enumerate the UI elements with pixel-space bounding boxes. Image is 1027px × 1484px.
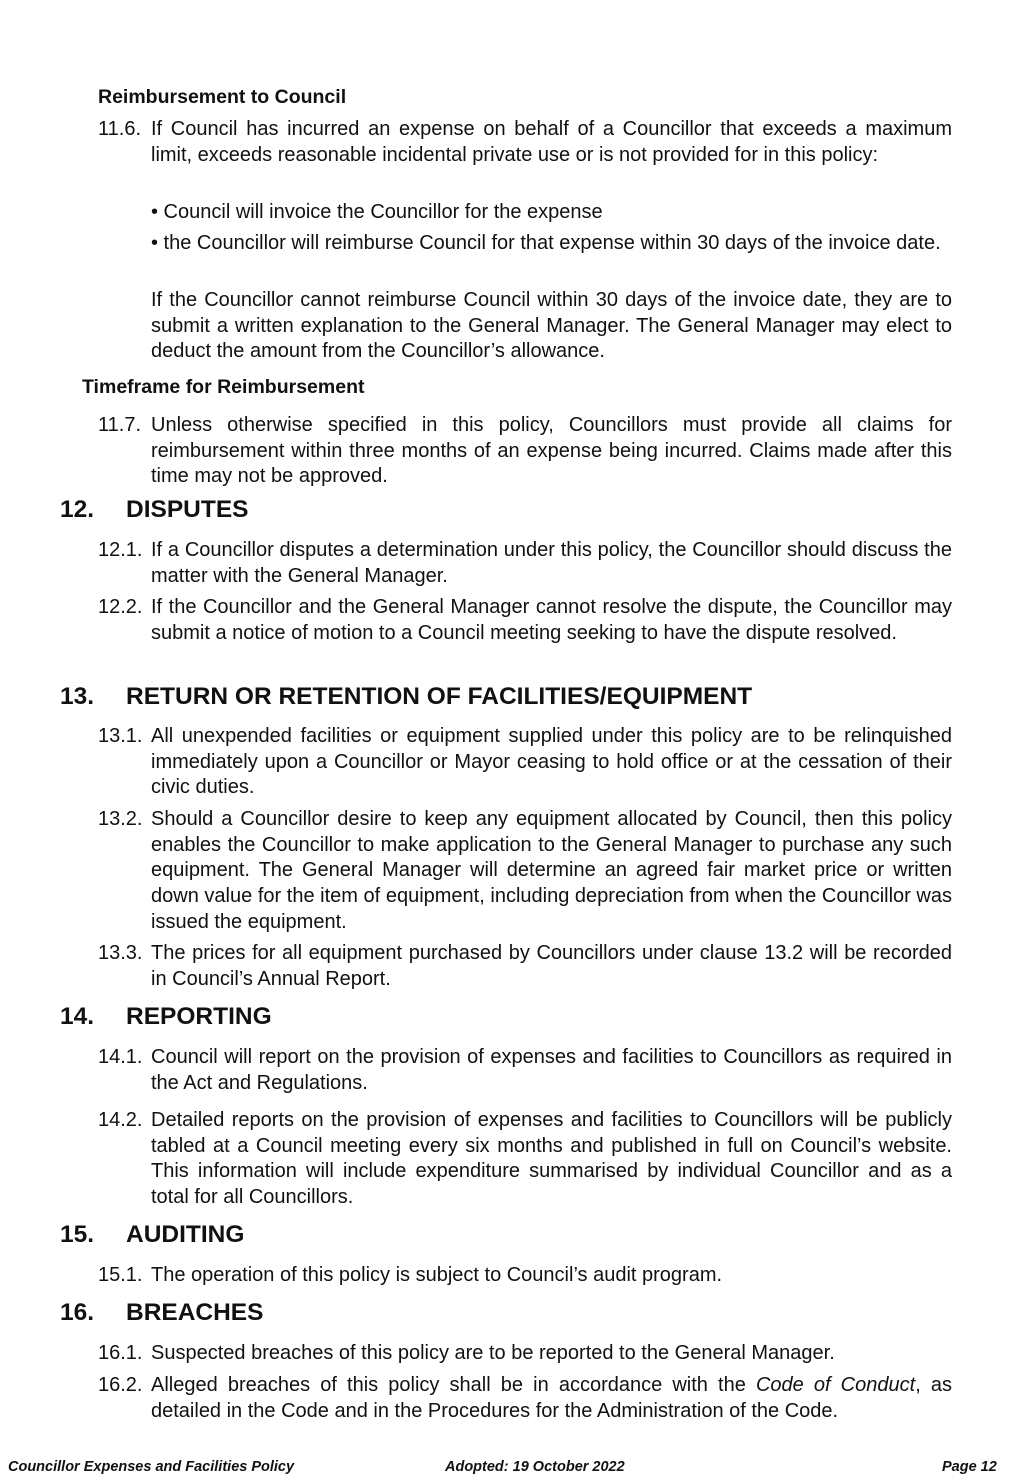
- clause-number: 14.2.: [98, 1109, 143, 1131]
- clause-11-6: [98, 117, 952, 168]
- clause-number: 16.1.: [98, 1342, 143, 1364]
- section-number: 15.: [60, 1221, 95, 1248]
- clause-text-part: Alleged breaches of this policy shall be in accordance with the: [151, 1374, 756, 1396]
- clause-number: 11.7.: [98, 414, 141, 436]
- section-number: 12.: [60, 496, 95, 523]
- section-heading-return-retention: [60, 683, 752, 711]
- clause-text-part: , as detailed in the Code and in the Procedures for the Administration of the Code.: [151, 1374, 952, 1422]
- clause-text: All unexpended facilities or equipment supplied under this policy are to be relinquished immediately upon a Councillor or Mayor ceasing to hold office or at the cessation of their civic duties.: [151, 725, 952, 799]
- section-number: 14.: [60, 1003, 95, 1030]
- clause-16-2: [98, 1373, 952, 1424]
- clause-15-1: [98, 1263, 952, 1289]
- bullet-reimburse: • the Councillor will reimburse Council for that expense within 30 days of the invoice date.: [151, 232, 941, 254]
- clause-13-3: [98, 941, 952, 992]
- section-number: 16.: [60, 1299, 95, 1326]
- clause-number: 13.1.: [98, 725, 143, 747]
- bullet-invoice: • Council will invoice the Councillor for the expense: [151, 201, 603, 223]
- clause-text: Suspected breaches of this policy are to be reported to the General Manager.: [151, 1342, 835, 1364]
- subheading-reimbursement-to-council: Reimbursement to Council: [98, 86, 347, 108]
- clause-text: The prices for all equipment purchased by Councillors under clause 13.2 will be recorded in Council’s Annual Report.: [151, 942, 952, 990]
- subheading-timeframe: Timeframe for Reimbursement: [82, 376, 365, 398]
- clause-13-2: [98, 807, 952, 936]
- clause-text: The operation of this policy is subject to Council’s audit program.: [151, 1264, 723, 1286]
- clause-text: If Council has incurred an expense on behalf of a Councillor that exceeds a maximum limit, exceeds reasonable incidental private use or is not provided for in this policy:: [151, 118, 952, 166]
- section-heading-disputes: [60, 496, 249, 524]
- section-number: 13.: [60, 683, 95, 710]
- clause-16-1: [98, 1341, 952, 1367]
- clause-text: If the Councillor and the General Manager cannot resolve the dispute, the Councillor may submit a notice of motion to a Council meeting seeking to have the dispute resolved.: [151, 596, 952, 644]
- clause-text: If a Councillor disputes a determination under this policy, the Councillor should discuss the matter with the General Manager.: [151, 539, 952, 587]
- section-heading-breaches: [60, 1299, 264, 1327]
- clause-14-1: [98, 1045, 952, 1096]
- clause-14-2: [98, 1108, 952, 1211]
- section-heading-reporting: [60, 1003, 272, 1031]
- clause-text: Unless otherwise specified in this policy, Councillors must provide all claims for reimbursement within three months of an expense being incurred. Claims made after this time may not be approved.: [151, 414, 952, 488]
- footer-page-number: Page 12: [942, 1459, 997, 1475]
- clause-text: [151, 1373, 952, 1424]
- code-of-conduct-reference: Code of Conduct: [755, 1374, 916, 1396]
- section-title: BREACHES: [126, 1299, 264, 1326]
- section-title: REPORTING: [126, 1003, 272, 1030]
- clause-12-2: [98, 595, 952, 646]
- clause-number: 14.1.: [98, 1046, 143, 1068]
- clause-number: 12.2.: [98, 596, 143, 618]
- paragraph-written-explanation: If the Councillor cannot reimburse Council within 30 days of the invoice date, they are to submit a written explanation to the General Manager. The General Manager may elect to deduct the amount from the Councillor’s allowance.: [151, 289, 952, 363]
- clause-number: 16.2.: [98, 1374, 143, 1396]
- clause-number: 13.3.: [98, 942, 143, 964]
- section-title: RETURN OR RETENTION OF FACILITIES/EQUIPMENT: [126, 683, 753, 710]
- section-heading-auditing: [60, 1221, 244, 1249]
- clause-number: 13.2.: [98, 808, 143, 830]
- clause-11-7: [98, 413, 952, 490]
- section-title: AUDITING: [126, 1221, 245, 1248]
- clause-text: Detailed reports on the provision of expenses and facilities to Councillors will be publicly tabled at a Council meeting every six months and published in full on Council’s website. This information will include expenditure summarised by individual Councillor and as a total for all Councillors.: [151, 1109, 952, 1209]
- clause-text: Should a Councillor desire to keep any equipment allocated by Council, then this policy enables the Councillor to make application to the General Manager to purchase any such equipment. The General Manager will determine an agreed fair market price or written down value for the item of equipment, including depreciation from when the Councillor was issued the equipment.: [151, 808, 952, 933]
- footer-policy-name: Councillor Expenses and Facilities Policy: [8, 1459, 295, 1475]
- section-title: DISPUTES: [126, 496, 249, 523]
- clause-13-1: [98, 724, 952, 801]
- clause-number: 15.1.: [98, 1264, 143, 1286]
- clause-text: Council will report on the provision of expenses and facilities to Councillors as required in the Act and Regulations.: [151, 1046, 952, 1094]
- footer-adopted-date: Adopted: 19 October 2022: [445, 1459, 625, 1475]
- clause-12-1: [98, 538, 952, 589]
- clause-number: 12.1.: [98, 539, 143, 561]
- clause-number: 11.6.: [98, 118, 141, 140]
